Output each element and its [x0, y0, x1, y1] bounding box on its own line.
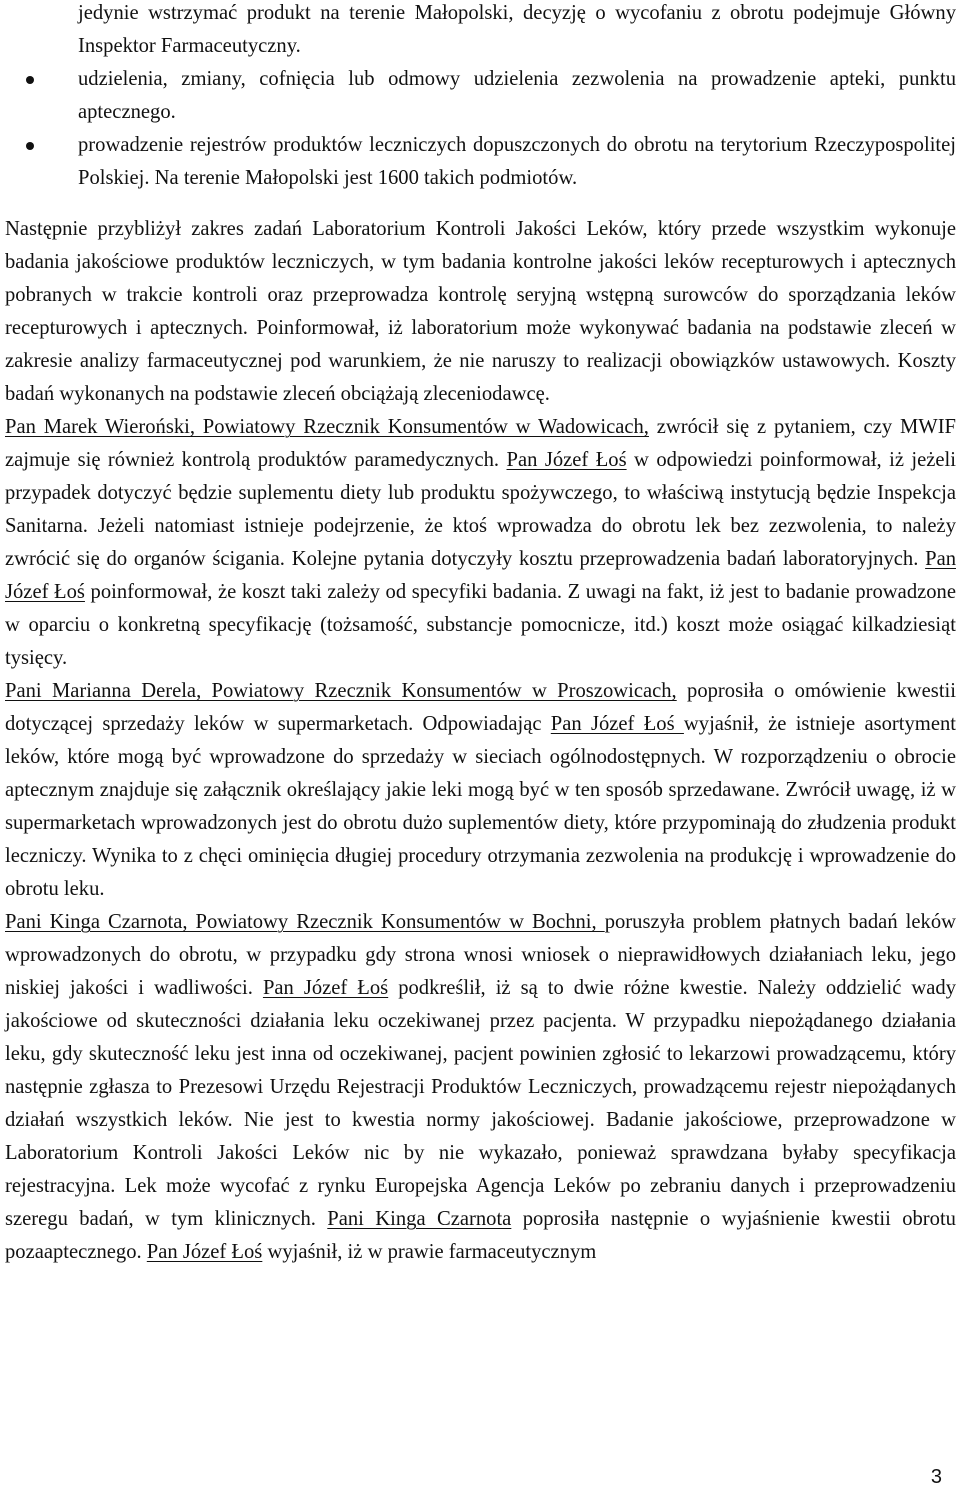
bullet-continuation-text: jedynie wstrzymać produkt na terenie Małopolski, decyzję o wycofaniu z obrotu podejmuje Główny Inspektor Farmaceutyczny. — [78, 2, 956, 57]
paragraph-gap — [5, 195, 956, 213]
paragraph-text: w odpowiedzi poinformował, iż jeżeli przypadek dotyczyć będzie suplementu diety lub produktu spożywczego, to właściwą instytucją będzie Inspekcja Sanitarna. Jeżeli natomiast istnieje podejrzenie, że ktoś wprowadza do obrotu lek bez zezwolenia, to należy zwrócić się do organów ścigania. Kolejne pytania dotyczyły kosztu przeprowadzenia badań laboratoryjnych. — [5, 449, 956, 570]
speaker-name: Pan Józef Łoś — [146, 1241, 263, 1263]
bullet-item — [5, 63, 956, 129]
speaker-name: Pani Kinga Czarnota, Powiatowy Rzecznik Konsumentów w Bochni, — [5, 911, 605, 933]
paragraph-text: poruszyła problem płatnych badań leków wprowadzonych do obrotu, w przypadku gdy strona wnosi wniosek o nieprawidłowych działaniach leku, jego niskiej jakości i wadliwości. — [5, 911, 956, 999]
bullet-item-text: udzielenia, zmiany, cofnięcia lub odmowy udzielenia zezwolenia na prowadzenie apteki, punktu aptecznego. — [78, 68, 956, 123]
paragraph-text: poinformował, że koszt taki zależy od specyfiki badania. Z uwagi na fakt, iż jest to badanie prowadzone w oparciu o konkretną specyfikację (tożsamość, substancje pomocnicze, itd.) koszt może osiągać kilkadziesiąt tysięcy. — [5, 581, 956, 669]
bullet-list — [5, 0, 956, 195]
paragraph-text: wyjaśnił, iż w prawie farmaceutycznym — [262, 1241, 597, 1263]
paragraph-text: poprosiła następnie o wyjaśnienie kwestii obrotu pozaaptecznego. — [5, 1208, 956, 1263]
speaker-name: Pan Józef Łoś — [262, 977, 389, 999]
paragraph-text: podkreślił, iż są to dwie różne kwestie. Należy oddzielić wady jakościowe od skuteczności działania leku oczekiwanej przez pacjenta. W przypadku niepożądanego działania leku, gdy skuteczność leku jest inna od oczekiwanej, pacjent powinien zgłosić to lekarzowi prowadzącemu, który następnie zgłasza to Prezesowi Urzędu Rejestracji Produktów Leczniczych, prowadzącemu rejestr niepożądanych działań wszystkich leków. Nie jest to kwestia normy jakościowej. Badanie jakościowe, przeprowadzone w Laboratorium Kontroli Jakości Leków nic by nie wykazało, ponieważ sprawdzana byłaby specyfikacja rejestracyjna. Lek może wycofać z rynku Europejska Agencja Leków po zebraniu danych i przeprowadzeniu szeregu badań, w tym klinicznych. — [5, 977, 956, 1230]
bullet-item-text: prowadzenie rejestrów produktów leczniczych dopuszczonych do obrotu na terytorium Rzeczypospolitej Polskiej. Na terenie Małopolski jest 1600 takich podmiotów. — [78, 134, 956, 189]
bullet-item — [5, 129, 956, 195]
speaker-name: Pani Marianna Derela, Powiatowy Rzecznik Konsumentów w Proszowicach, — [5, 680, 677, 702]
speaker-name: Pan Józef Łoś — [5, 548, 956, 603]
speaker-name: Pan Marek Wieroński, Powiatowy Rzecznik Konsumentów w Wadowicach, — [5, 416, 649, 438]
paragraph-text: Następnie przybliżył zakres zadań Laboratorium Kontroli Jakości Leków, który przede wszystkim wykonuje badania jakościowe produktów leczniczych, w tym badania kontrolne jakości leków recepturowych i aptecznych pobranych w trakcie kontroli oraz przeprowadza kontrolę seryjną wstępną surowców do sporządzania leków recepturowych i aptecznych. Poinformował, iż laboratorium może wykonywać badania na podstawie zleceń w zakresie analizy farmaceutycznej pod warunkiem, że nie naruszy to realizacji obowiązków ustawowych. Koszty badań wykonanych na podstawie zleceń obciążają zleceniodawcę. — [5, 218, 956, 405]
bullet-continuation — [5, 0, 956, 63]
bullet-dot-icon — [26, 142, 34, 150]
bullet-dot-icon — [26, 76, 34, 84]
paragraph-derela — [5, 675, 956, 906]
paragraph-text: zwrócił się z pytaniem, czy MWIF zajmuje się również kontrolą produktów paramedycznych. — [5, 416, 957, 471]
speaker-name: Pan Józef Łoś — [506, 449, 627, 471]
paragraph-text: poprosiła o omówienie kwestii dotyczącej sprzedaży leków w supermarketach. Odpowiadając — [5, 680, 956, 735]
paragraph-wieronski — [5, 411, 956, 675]
paragraph-text: wyjaśnił, że istnieje asortyment leków, które mogą być wprowadzone do sprzedaży w sieciach ogólnodostępnych. W rozporządzeniu o obrocie aptecznym znajduje się załącznik określający jakie leki mogą być w ten sposób sprzedawane. Zwrócił uwagę, iż w supermarketach wprowadzonych jest do obrotu dużo suplementów diety, które przypominają do złudzenia produkt leczniczy. Wynika to z chęci ominięcia długiej procedury otrzymania zezwolenia na produkcję i wprowadzenie do obrotu leku. — [5, 713, 956, 900]
paragraph-czarnota — [5, 906, 956, 1269]
speaker-name: Pan Józef Łoś — [550, 713, 684, 735]
paragraph-laboratory — [5, 213, 956, 411]
page-number: 3 — [930, 1466, 942, 1488]
speaker-name: Pani Kinga Czarnota — [327, 1208, 512, 1230]
document-page — [5, 0, 956, 1269]
